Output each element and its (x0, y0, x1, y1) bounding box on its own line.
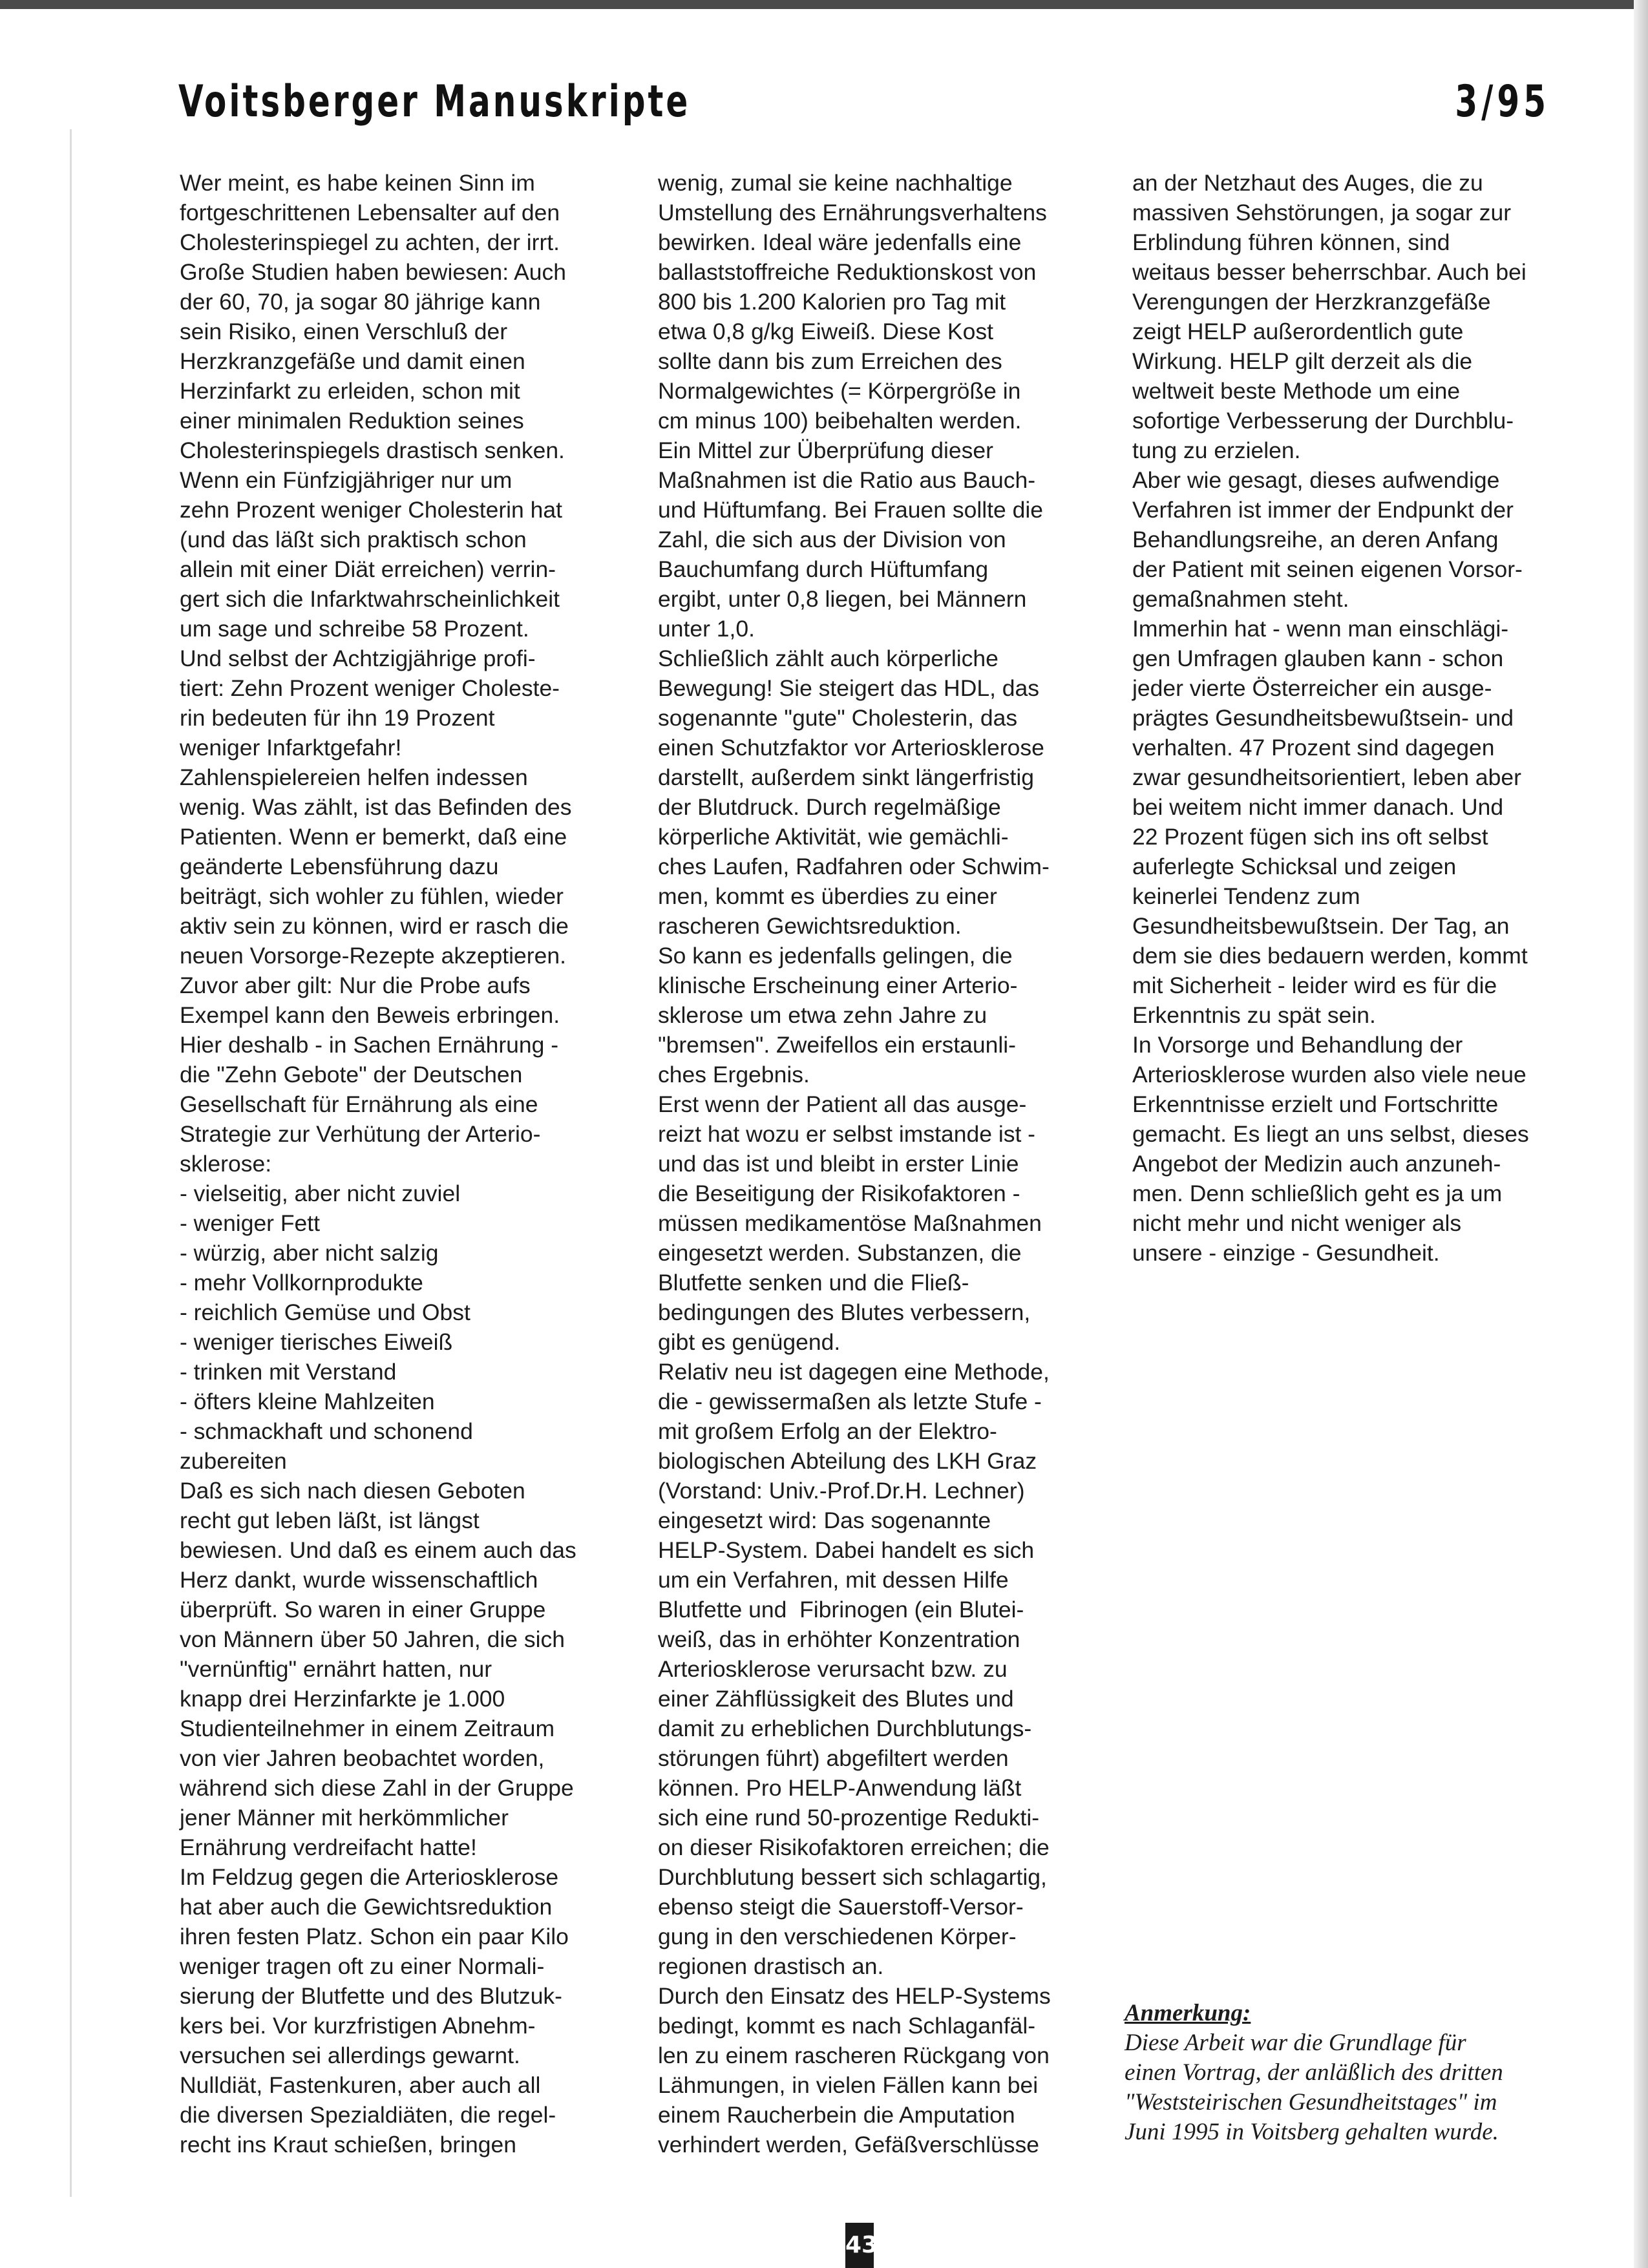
text-line: müssen medikamentöse Maßnahmen (658, 1210, 1042, 1236)
text-line: rascheren Gewichtsreduktion. (658, 913, 962, 939)
text-line: bei weitem nicht immer danach. Und (1132, 794, 1504, 820)
text-line: sofortige Verbesserung der Durchblu- (1132, 408, 1514, 434)
text-line: Schließlich zählt auch körperliche (658, 646, 998, 671)
text-line: Behandlungsreihe, an deren Anfang (1132, 527, 1499, 552)
text-line: Bauchumfang durch Hüftumfang (658, 556, 989, 582)
text-line: - würzig, aber nicht salzig (180, 1240, 439, 1266)
text-line: tung zu erzielen. (1132, 437, 1301, 463)
text-line: Große Studien haben bewiesen: Auch (180, 259, 566, 285)
text-line: und Hüftumfang. Bei Frauen sollte die (658, 497, 1043, 523)
text-line: Blutfette senken und die Fließ- (658, 1270, 969, 1296)
text-line: Bewegung! Sie steigert das HDL, das (658, 675, 1040, 701)
text-line: jener Männer mit herkömmlicher (180, 1805, 509, 1831)
text-line: (und das läßt sich praktisch schon (180, 527, 527, 552)
text-line: "bremsen". Zweifellos ein erstaunli- (658, 1032, 1016, 1058)
text-line: etwa 0,8 g/kg Eiweiß. Diese Kost (658, 319, 993, 344)
text-line: von Männern über 50 Jahren, die sich (180, 1626, 565, 1652)
issue-number: 3/95 (1455, 76, 1550, 127)
text-line: Wenn ein Fünfzigjähriger nur um (180, 467, 512, 493)
text-line: wenig, zumal sie keine nachhaltige (658, 170, 1013, 196)
text-line: In Vorsorge und Behandlung der (1132, 1032, 1463, 1058)
text-line: zeigt HELP außerordentlich gute (1132, 319, 1464, 344)
text-line: einer Zähflüssigkeit des Blutes und (658, 1686, 1014, 1712)
text-line: jeder vierte Österreicher ein ausge- (1132, 675, 1492, 701)
text-line: die Beseitigung der Risikofaktoren - (658, 1181, 1020, 1206)
text-line: dem sie dies bedauern werden, kommt (1132, 943, 1528, 969)
text-line: um ein Verfahren, mit dessen Hilfe (658, 1567, 1009, 1593)
text-line: ihren festen Platz. Schon ein paar Kilo (180, 1924, 569, 1949)
text-line: Herzinfarkt zu erleiden, schon mit (180, 378, 520, 404)
text-line: Ein Mittel zur Überprüfung dieser (658, 437, 993, 463)
text-line: zwar gesundheitsorientiert, leben aber (1132, 764, 1521, 790)
page-fold-shadow (70, 129, 72, 2197)
text-line: Aber wie gesagt, dieses aufwendige (1132, 467, 1500, 493)
text-line: von vier Jahren beobachtet worden, (180, 1745, 545, 1771)
text-line: 800 bis 1.200 Kalorien pro Tag mit (658, 289, 1006, 315)
text-line: weltweit beste Methode um eine (1132, 378, 1461, 404)
text-line: einer minimalen Reduktion seines (180, 408, 524, 434)
text-line: die "Zehn Gebote" der Deutschen (180, 1062, 523, 1087)
text-line: - mehr Vollkornprodukte (180, 1270, 423, 1296)
text-line: Immerhin hat - wenn man einschlägi- (1132, 616, 1509, 642)
text-line: bewirken. Ideal wäre jedenfalls eine (658, 229, 1022, 255)
text-line: recht gut leben läßt, ist längst (180, 1507, 480, 1533)
scan-border-top (0, 0, 1648, 9)
text-line: an der Netzhaut des Auges, die zu (1132, 170, 1483, 196)
text-line: kers bei. Vor kurzfristigen Abnehm- (180, 2013, 536, 2039)
text-line: überprüft. So waren in einer Gruppe (180, 1597, 546, 1622)
text-line: gemaßnahmen steht. (1132, 586, 1349, 612)
text-line: men. Denn schließlich geht es ja um (1132, 1181, 1503, 1206)
text-line: bedingt, kommt es nach Schlaganfäl- (658, 2013, 1036, 2039)
text-line: sierung der Blutfette und des Blutzuk- (180, 1983, 563, 2009)
text-line: darstellt, außerdem sinkt längerfristig (658, 764, 1035, 790)
text-line: Nulldiät, Fastenkuren, aber auch all (180, 2072, 541, 2098)
text-line: ches Laufen, Radfahren oder Schwim- (658, 854, 1050, 879)
text-line: verhindert werden, Gefäßverschlüsse (658, 2132, 1039, 2158)
text-line: Gesellschaft für Ernährung als eine (180, 1091, 538, 1117)
text-line: einem Raucherbein die Amputation (658, 2102, 1015, 2128)
text-line: einen Schutzfaktor vor Arteriosklerose (658, 735, 1044, 761)
text-line: Herzkranzgefäße und damit einen (180, 348, 525, 374)
text-line: men, kommt es überdies zu einer (658, 883, 997, 909)
text-line: weiß, das in erhöhter Konzentration (658, 1626, 1020, 1652)
text-line: Erst wenn der Patient all das ausge- (658, 1091, 1027, 1117)
text-line: Durchblutung bessert sich schlagartig, (658, 1864, 1047, 1890)
text-line: knapp drei Herzinfarkte je 1.000 (180, 1686, 505, 1712)
note-line: "Weststeirischen Gesundheitstages" im (1125, 2089, 1497, 2116)
text-line: gemacht. Es liegt an uns selbst, dieses (1132, 1121, 1529, 1147)
text-line: der Blutdruck. Durch regelmäßige (658, 794, 1001, 820)
text-line: HELP-System. Dabei handelt es sich (658, 1537, 1035, 1563)
text-column-1 (180, 168, 626, 2159)
text-line: nicht mehr und nicht weniger als (1132, 1210, 1462, 1236)
text-line: sklerose: (180, 1151, 272, 1177)
text-line: sich eine rund 50-prozentige Redukti- (658, 1805, 1040, 1831)
text-line: zehn Prozent weniger Cholesterin hat (180, 497, 563, 523)
text-line: aktiv sein zu können, wird er rasch die (180, 913, 569, 939)
scan-border-right (1634, 0, 1648, 2268)
text-line: Relativ neu ist dagegen eine Methode, (658, 1359, 1050, 1385)
text-line: - vielseitig, aber nicht zuviel (180, 1181, 461, 1206)
text-line: neuen Vorsorge-Rezepte akzeptieren. (180, 943, 566, 969)
text-line: während sich diese Zahl in der Gruppe (180, 1775, 574, 1801)
text-line: Hier deshalb - in Sachen Ernährung - (180, 1032, 559, 1058)
text-line: "vernünftig" ernährt hatten, nur (180, 1656, 492, 1682)
text-column-3 (1132, 168, 1585, 1268)
text-line: weniger Infarktgefahr! (180, 735, 402, 761)
text-line: eingesetzt werden. Substanzen, die (658, 1240, 1022, 1266)
text-line: um sage und schreibe 58 Prozent. (180, 616, 529, 642)
text-line: sollte dann bis zum Erreichen des (658, 348, 1002, 374)
text-line: körperliche Aktivität, wie gemächli- (658, 824, 1009, 850)
note-line: einen Vortrag, der anläßlich des dritten (1125, 2059, 1503, 2086)
text-line: 22 Prozent fügen sich ins oft selbst (1132, 824, 1488, 850)
text-line: ballaststoffreiche Reduktionskost von (658, 259, 1037, 285)
text-line: sogenannte "gute" Cholesterin, das (658, 705, 1018, 731)
text-line: Maßnahmen ist die Ratio aus Bauch- (658, 467, 1036, 493)
text-line: ergibt, unter 0,8 liegen, bei Männern (658, 586, 1027, 612)
text-line: der 60, 70, ja sogar 80 jährige kann (180, 289, 541, 315)
text-line: Angebot der Medizin auch anzuneh- (1132, 1151, 1501, 1177)
text-line: unter 1,0. (658, 616, 755, 642)
text-line: - trinken mit Verstand (180, 1359, 397, 1385)
note-body (1125, 2028, 1577, 2147)
text-line: keinerlei Tendenz zum (1132, 883, 1360, 909)
text-line: on dieser Risikofaktoren erreichen; die (658, 1834, 1050, 1860)
text-line: Exempel kann den Beweis erbringen. (180, 1002, 560, 1028)
text-line: gert sich die Infarktwahrscheinlichkeit (180, 586, 560, 612)
text-line: bedingungen des Blutes verbessern, (658, 1299, 1031, 1325)
text-line: störungen führt) abgefiltert werden (658, 1745, 1009, 1771)
text-line: reizt hat wozu er selbst imstande ist - (658, 1121, 1035, 1147)
text-line: Lähmungen, in vielen Fällen kann bei (658, 2072, 1039, 2098)
text-line: Wer meint, es habe keinen Sinn im (180, 170, 535, 196)
text-line: recht ins Kraut schießen, bringen (180, 2132, 516, 2158)
text-line: - schmackhaft und schonend (180, 1418, 473, 1444)
text-line: Herz dankt, wurde wissenschaftlich (180, 1567, 538, 1593)
text-line: biologischen Abteilung des LKH Graz (658, 1448, 1037, 1474)
text-line: Zahl, die sich aus der Division von (658, 527, 1006, 552)
note-heading: Anmerkung: (1125, 2000, 1251, 2026)
text-line: Patienten. Wenn er bemerkt, daß eine (180, 824, 567, 850)
text-line: ches Ergebnis. (658, 1062, 810, 1087)
author-note (1125, 1999, 1577, 2147)
journal-title: Voitsberger Manuskripte (178, 76, 691, 127)
text-line: Strategie zur Verhütung der Arterio- (180, 1121, 541, 1147)
text-line: hat aber auch die Gewichtsreduktion (180, 1894, 553, 1920)
text-line: rin bedeuten für ihn 19 Prozent (180, 705, 495, 731)
text-line: - weniger Fett (180, 1210, 321, 1236)
text-line: (Vorstand: Univ.-Prof.Dr.H. Lechner) (658, 1478, 1025, 1504)
text-line: unsere - einzige - Gesundheit. (1132, 1240, 1440, 1266)
text-line: Verfahren ist immer der Endpunkt der (1132, 497, 1514, 523)
text-line: cm minus 100) beibehalten werden. (658, 408, 1022, 434)
text-line: gung in den verschiedenen Körper- (658, 1924, 1017, 1949)
text-line: Gesundheitsbewußtsein. Der Tag, an (1132, 913, 1510, 939)
text-line: Ernährung verdreifacht hatte! (180, 1834, 477, 1860)
text-line: Studienteilnehmer in einem Zeitraum (180, 1716, 555, 1741)
text-line: die - gewissermaßen als letzte Stufe - (658, 1389, 1042, 1414)
text-line: len zu einem rascheren Rückgang von (658, 2042, 1050, 2068)
text-line: Im Feldzug gegen die Arteriosklerose (180, 1864, 559, 1890)
text-line: Arteriosklerose wurden also viele neue (1132, 1062, 1527, 1087)
text-line: Zuvor aber gilt: Nur die Probe aufs (180, 972, 531, 998)
text-line: Wirkung. HELP gilt derzeit als die (1132, 348, 1473, 374)
text-line: weitaus besser beherrschbar. Auch bei (1132, 259, 1527, 285)
text-line: Umstellung des Ernährungsverhaltens (658, 200, 1047, 226)
text-line: Und selbst der Achtzigjährige profi- (180, 646, 536, 671)
text-line: mit großem Erfolg an der Elektro- (658, 1418, 997, 1444)
text-line: Arteriosklerose verursacht bzw. zu (658, 1656, 1008, 1682)
text-line: gen Umfragen glauben kann - schon (1132, 646, 1504, 671)
text-line: eingesetzt wird: Das sogenannte (658, 1507, 991, 1533)
text-line: Durch den Einsatz des HELP-Systems (658, 1983, 1051, 2009)
text-line: massiven Sehstörungen, ja sogar zur (1132, 200, 1512, 226)
text-line: damit zu erheblichen Durchblutungs- (658, 1716, 1032, 1741)
text-line: Zahlenspielereien helfen indessen (180, 764, 528, 790)
text-line: zubereiten (180, 1448, 287, 1474)
text-line: können. Pro HELP-Anwendung läßt (658, 1775, 1022, 1801)
text-line: Blutfette und Fibrinogen (ein Blutei- (658, 1597, 1024, 1622)
text-line: fortgeschrittenen Lebensalter auf den (180, 200, 560, 226)
text-line: Cholesterinspiegel zu achten, der irrt. (180, 229, 560, 255)
text-line: regionen drastisch an. (658, 1953, 884, 1979)
text-line: - reichlich Gemüse und Obst (180, 1299, 470, 1325)
text-line: verhalten. 47 Prozent sind dagegen (1132, 735, 1495, 761)
text-line: gibt es genügend. (658, 1329, 841, 1355)
text-line: bewiesen. Und daß es einem auch das (180, 1537, 576, 1563)
text-line: geänderte Lebensführung dazu (180, 854, 499, 879)
text-line: und das ist und bleibt in erster Linie (658, 1151, 1019, 1177)
text-line: auferlegte Schicksal und zeigen (1132, 854, 1457, 879)
text-line: allein mit einer Diät erreichen) verrin- (180, 556, 556, 582)
text-line: Erblindung führen können, sind (1132, 229, 1450, 255)
text-line: tiert: Zehn Prozent weniger Choleste- (180, 675, 560, 701)
note-line: Juni 1995 in Voitsberg gehalten wurde. (1125, 2119, 1499, 2145)
text-line: klinische Erscheinung einer Arterio- (658, 972, 1018, 998)
text-line: der Patient mit seinen eigenen Vorsor- (1132, 556, 1523, 582)
text-line: Erkenntnis zu spät sein. (1132, 1002, 1376, 1028)
text-line: weniger tragen oft zu einer Normali- (180, 1953, 545, 1979)
text-line: versuchen sei allerdings gewarnt. (180, 2042, 520, 2068)
text-line: wenig. Was zählt, ist das Befinden des (180, 794, 572, 820)
text-line: Normalgewichtes (= Körpergröße in (658, 378, 1021, 404)
text-line: - weniger tierisches Eiweiß (180, 1329, 453, 1355)
text-line: ebenso steigt die Sauerstoff-Versor- (658, 1894, 1024, 1920)
text-column-2 (658, 168, 1110, 2159)
text-line: prägtes Gesundheitsbewußtsein- und (1132, 705, 1514, 731)
text-line: Daß es sich nach diesen Geboten (180, 1478, 525, 1504)
text-line: beiträgt, sich wohler zu fühlen, wieder (180, 883, 564, 909)
text-line: Verengungen der Herzkranzgefäße (1132, 289, 1491, 315)
text-line: mit Sicherheit - leider wird es für die (1132, 972, 1497, 998)
text-line: sklerose um etwa zehn Jahre zu (658, 1002, 988, 1028)
text-line: die diversen Spezialdiäten, die regel- (180, 2102, 556, 2128)
text-line: Erkenntnisse erzielt und Fortschritte (1132, 1091, 1499, 1117)
text-line: sein Risiko, einen Verschluß der (180, 319, 508, 344)
text-line: - öfters kleine Mahlzeiten (180, 1389, 435, 1414)
text-line: Cholesterinspiegels drastisch senken. (180, 437, 565, 463)
page-number: 43 (845, 2223, 874, 2268)
note-line: Diese Arbeit war die Grundlage für (1125, 2030, 1466, 2056)
text-line: So kann es jedenfalls gelingen, die (658, 943, 1013, 969)
